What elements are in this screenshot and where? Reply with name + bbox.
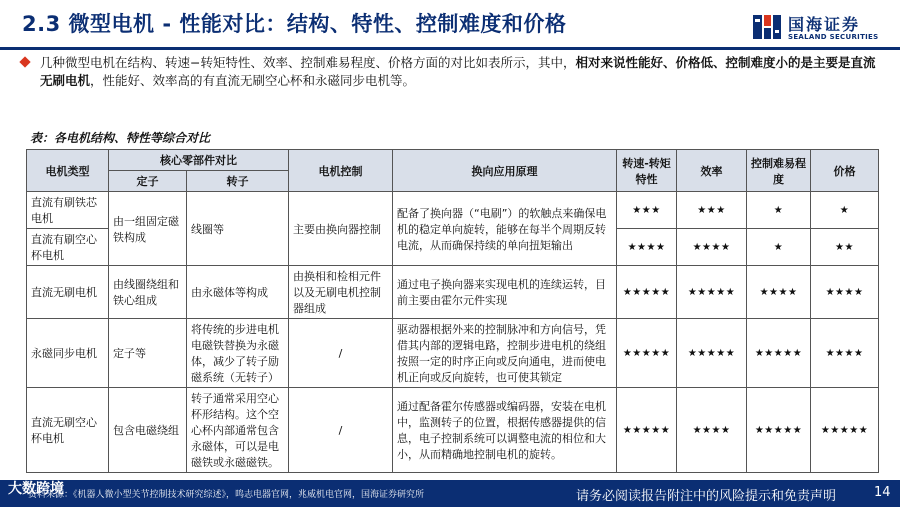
cell-efficiency: ★★★★	[677, 388, 747, 473]
cell-difficulty: ★★★★★	[747, 319, 811, 388]
cell-control: /	[289, 319, 393, 388]
cell-principle: 配备了换向器（“电刷”）的软触点来确保电机的稳定单向旋转，能够在每半个周期反转电流，从而确保持续的单向扭矩输出	[393, 192, 617, 266]
cell-control: 主要由换向器控制	[289, 192, 393, 266]
intro-paragraph	[20, 54, 880, 90]
cell-efficiency: ★★★★★	[677, 266, 747, 319]
table-row	[27, 388, 879, 473]
cell-efficiency: ★★★★★	[677, 319, 747, 388]
cell-price: ★	[811, 192, 879, 229]
cell-principle: 通过电子换向器来实现电机的连续运转，目前主要由霍尔元件实现	[393, 266, 617, 319]
sealand-logo	[752, 12, 892, 46]
header-principle: 换向应用原理	[393, 150, 617, 192]
cell-type: 直流有刷铁芯电机	[27, 192, 109, 229]
cell-speed-torque: ★★★★★	[617, 319, 677, 388]
cell-efficiency: ★★★★	[677, 229, 747, 266]
comparison-table	[26, 149, 879, 473]
header-speed-torque: 转速-转矩特性	[617, 150, 677, 192]
cell-stator: 由一组固定磁铁构成	[109, 192, 187, 266]
cell-type: 直流无刷空心杯电机	[27, 388, 109, 473]
cell-type: 直流有刷空心杯电机	[27, 229, 109, 266]
cell-speed-torque: ★★★★★	[617, 266, 677, 319]
cell-rotor: 转子通常采用空心杯形结构。这个空心杯内部通常包含永磁体，可以是电磁铁或永磁磁铁。	[187, 388, 289, 473]
cell-price: ★★★★	[811, 266, 879, 319]
table-row	[27, 319, 879, 388]
cell-principle: 通过配备霍尔传感器或编码器，安装在电机中，监测转子的位置，根据传感器提供的信息，电子控制系统可以调整电流的相位和大小，从而精确地控制电机的旋转。	[393, 388, 617, 473]
cell-difficulty: ★	[747, 229, 811, 266]
header-rotor: 转子	[187, 171, 289, 192]
cell-rotor: 由永磁体等构成	[187, 266, 289, 319]
cell-price: ★★★★★	[811, 388, 879, 473]
cell-price: ★★	[811, 229, 879, 266]
cell-stator: 定子等	[109, 319, 187, 388]
cell-speed-torque: ★★★	[617, 192, 677, 229]
cell-efficiency: ★★★	[677, 192, 747, 229]
cell-speed-torque: ★★★★★	[617, 388, 677, 473]
cell-rotor: 线圈等	[187, 192, 289, 266]
cell-price: ★★★★	[811, 319, 879, 388]
cell-difficulty: ★	[747, 192, 811, 229]
cell-control: 由换相和检相元件以及无刷电机控制器组成	[289, 266, 393, 319]
disclaimer: 请务必阅读报告附注中的风险提示和免责声明	[576, 489, 837, 504]
header-efficiency: 效率	[677, 150, 747, 192]
title-divider	[0, 47, 900, 50]
header-type: 电机类型	[27, 150, 109, 192]
header-difficulty: 控制难易程度	[747, 150, 811, 192]
page-title: 2.3 微型电机 - 性能对比：结构、特性、控制难度和价格	[22, 12, 567, 36]
header-price: 价格	[811, 150, 879, 192]
cell-speed-torque: ★★★★	[617, 229, 677, 266]
logo-text-cn: 国海证券	[788, 15, 861, 34]
header-control: 电机控制	[289, 150, 393, 192]
logo-text-en: SEALAND SECURITIES	[788, 33, 879, 41]
cell-rotor: 将传统的步进电机电磁铁替换为永磁体，减少了转子励磁系统（无转子）	[187, 319, 289, 388]
intro-part1: 几种微型电机在结构、转速−转矩特性、效率、控制难易程度、价格方面的对比如表所示，其中，	[40, 55, 576, 70]
watermark: 大数跨境	[8, 481, 64, 497]
page-number: 14	[874, 485, 891, 500]
sealand-logo-icon	[752, 12, 782, 42]
cell-principle: 驱动器根据外来的控制脉冲和方向信号，凭借其内部的逻辑电路，控制步进电机的绕组按照一定的时序正向或反向通电，进而使电机正向或反向旋转，也可使其锁定	[393, 319, 617, 388]
cell-type: 永磁同步电机	[27, 319, 109, 388]
cell-difficulty: ★★★★	[747, 266, 811, 319]
header-stator: 定子	[109, 171, 187, 192]
cell-type: 直流无刷电机	[27, 266, 109, 319]
source-note: 资料来源：《机器人微小型关节控制技术研究综述》，鸣志电器官网，兆威机电官网，国海证券研究所	[28, 490, 425, 500]
intro-part2: ，性能好、效率高的有直流无刷空心杯和永磁同步电机等。	[90, 73, 416, 88]
intro-bold: 相对来说性能好、价格低、控制难度小的是主要是直流无刷电机	[40, 55, 876, 88]
cell-stator: 包含电磁绕组	[109, 388, 187, 473]
table-caption: 表：各电机结构、特性等综合对比	[30, 131, 211, 145]
intro-text	[40, 54, 880, 90]
cell-control: /	[289, 388, 393, 473]
table-row	[27, 266, 879, 319]
cell-difficulty: ★★★★★	[747, 388, 811, 473]
header-core: 核心零部件对比	[109, 150, 289, 171]
table-row	[27, 192, 879, 229]
cell-stator: 由线圈绕组和铁心组成	[109, 266, 187, 319]
